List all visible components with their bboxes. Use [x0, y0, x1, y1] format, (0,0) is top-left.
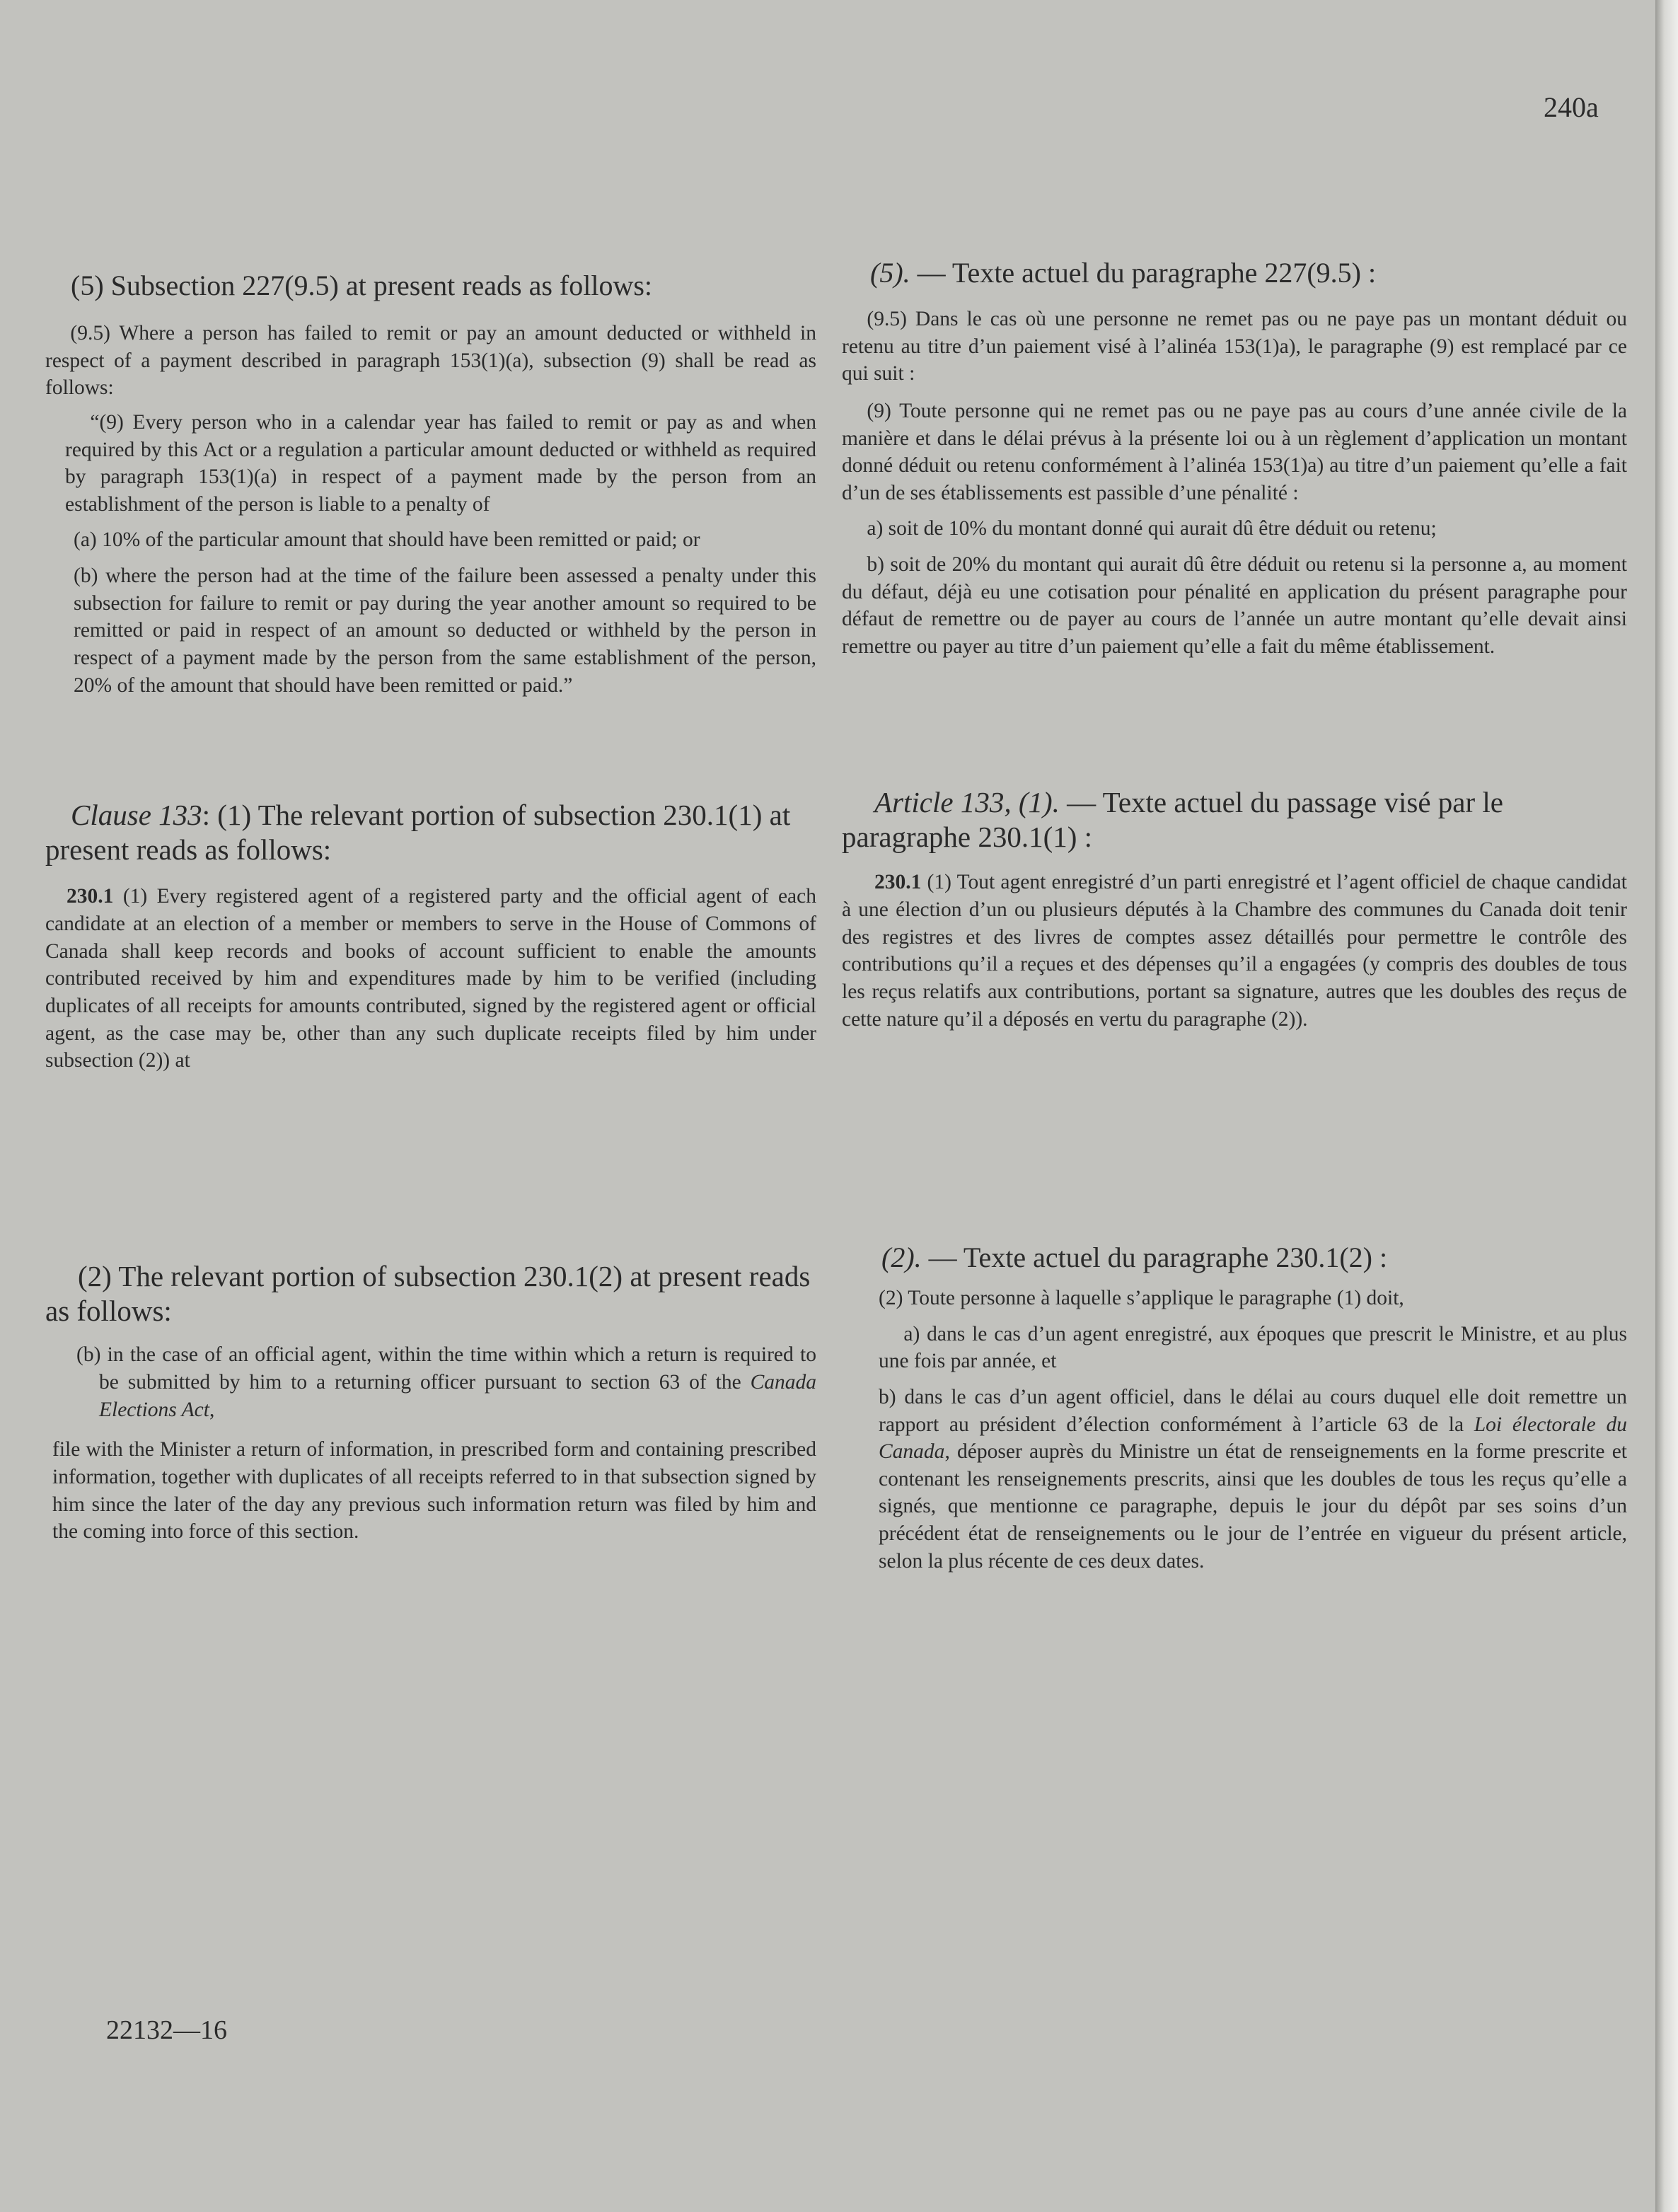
- right-s1-heading-italic: (5).: [870, 257, 910, 289]
- right-s1-a: a) soit de 10% du montant donné qui aurait dû être déduit ou retenu;: [867, 517, 1437, 540]
- left-s3-p2: file with the Minister a return of information, in prescribed form and containing prescribed information, together with duplicates of all receipts referred to in that subsection signed by him since the later of the day any previous such information return was filed by him and the coming into force of this section.: [52, 1438, 816, 1544]
- right-s2-p1-text: (1) Tout agent enregistré d’un parti enregistré et l’agent officiel de chaque candidat à une élection d’un ou plusieurs députés à la Chambre des communes du Canada doit tenir des registres et des livres de comptes assez détaillés pour permettre le contrôle des contributions qu’il a reçues et des dépenses qu’il a engagées (y compris des doubles de tous les reçus relatifs aux contributions, portant sa signature, autres que les doubles des reçus de cette nature qu’il a déposés en vertu du paragraphe (2)).: [842, 871, 1627, 1031]
- right-s3-heading-italic: (2).: [881, 1241, 922, 1273]
- page-edge: [1655, 0, 1678, 2212]
- left-s1-p2: “(9) Every person who in a calendar year has failed to remit or pay as and when required by this Act or a regulation a particular amount deducted or withheld as required by paragraph 153(1)(a) in respect of a payment made by the person from an establishment of the person is liable to a penalty of: [65, 410, 816, 516]
- left-s3-b-italic: Canada Elections Act: [99, 1371, 816, 1421]
- page-number: 240a: [1544, 91, 1599, 123]
- left-s3-b-pre: (b) in the case of an official agent, within the time within which a return is required to be submitted by him to a returning officer pursuant to section 63 of the: [76, 1343, 816, 1394]
- left-section-1: [45, 269, 816, 699]
- right-s2-heading-rest: — Texte actuel du passage visé par le paragraphe 230.1(1) :: [842, 786, 1503, 854]
- right-s3-b: [879, 1384, 1627, 1575]
- right-s3-p1: (2) Toute personne à laquelle s’applique le paragraphe (1) doit,: [879, 1287, 1404, 1309]
- left-s3-heading: (2) The relevant portion of subsection 230.1(2) at present reads as follows:: [45, 1260, 811, 1328]
- left-s2-section-number: 230.1: [66, 885, 114, 908]
- left-s1-a: (a) 10% of the particular amount that should have been remitted or paid; or: [74, 528, 700, 552]
- left-s3-b: [76, 1341, 816, 1423]
- footer-code: 22132—16: [106, 2015, 227, 2045]
- left-section-2: [45, 798, 816, 1075]
- left-s1-heading: (5) Subsection 227(9.5) at present reads as follows:: [71, 270, 653, 301]
- right-s3-heading: [881, 1241, 1627, 1275]
- right-s2-heading: [842, 785, 1627, 855]
- right-s3-heading-rest: — Texte actuel du paragraphe 230.1(2) :: [921, 1241, 1388, 1273]
- right-s1-p2: (9) Toute personne qui ne remet pas ou ne paye pas au cours d’une année civile de la manière et dans le délai prévus à la présente loi ou à un règlement d’application un montant donné déduit ou retenu conformément à l’alinéa 153(1)a) au titre d’un paiement qu’elle a fait d’un de ses établissements est passible d’une pénalité :: [842, 399, 1627, 504]
- right-s1-p1: (9.5) Dans le cas où une personne ne remet pas ou ne paye pas un montant déduit ou retenu au titre d’un paiement visé à l’alinéa 153(1)a), le paragraphe (9) est remplacé par ce qui suit :: [842, 308, 1627, 386]
- right-s2-section-number: 230.1: [874, 871, 922, 894]
- left-s2-p1: [45, 883, 816, 1074]
- right-s3-b-pre: b) dans le cas d’un agent officiel, dans le délai au cours duquel elle doit remettre un rapport au président d’élection conformément à l’article 63 de la: [879, 1385, 1627, 1436]
- left-s1-p1: (9.5) Where a person has failed to remit or pay an amount deducted or withheld in respect of a payment described in paragraph 153(1)(a), subsection (9) shall be read as follows:: [45, 322, 816, 400]
- left-s2-heading: [45, 798, 816, 867]
- left-s2-p1-text: (1) Every registered agent of a registered party and the official agent of each candidate at an election of a member or members to serve in the House of Commons of Canada shall keep records and books of account sufficient to enable the amounts contributed received by him and expenditures made by him to be verified (including duplicates of all receipts for amounts contributed, signed by the registered agent or official agent, as the case may be, other than any such duplicate receipts filed by him under subsection (2)) at: [45, 885, 816, 1072]
- left-s2-heading-clause: Clause 133: [71, 799, 202, 831]
- right-s3-b-italic: Loi électorale du Canada: [879, 1413, 1628, 1464]
- right-s1-heading: [870, 256, 1627, 290]
- right-s3-a: a) dans le cas d’un agent enregistré, aux époques que prescrit le Ministre, et au plus une fois par année, et: [879, 1322, 1627, 1373]
- right-s3-b-post: , déposer auprès du Ministre un état de renseignements en la forme prescrite et contenant les renseignements prescrits, ainsi que les doubles de tous les reçus qu’elle a signés, que mentionne ce paragraphe, depuis le jour du dépôt par ses soins d’un précédent état de renseignements ou le jour de l’entrée en vigueur du présent article, selon la plus récente de ces deux dates.: [879, 1440, 1627, 1573]
- left-s1-b: (b) where the person had at the time of the failure been assessed a penalty under this subsection for failure to remit or pay during the year another amount so required to be remitted or paid in respect of an amount so deducted or withheld by the person in respect of a payment made by the person from the same establishment of the person, 20% of the amount that should have been remitted or paid.”: [74, 564, 816, 697]
- right-s2-heading-italic: Article 133, (1).: [874, 786, 1060, 818]
- right-s1-heading-rest: — Texte actuel du paragraphe 227(9.5) :: [910, 257, 1377, 289]
- right-s1-b: b) soit de 20% du montant qui aurait dû être déduit ou retenu si la personne a, au moment du défaut, déjà eu une cotisation pour pénalité en application du présent paragraphe pour défaut de remettre ou de payer au cours de l’année un autre montant qu’elle devait ainsi remettre ou payer au titre d’un paiement qu’elle a fait du même établissement.: [842, 553, 1627, 659]
- right-section-3: [842, 1241, 1627, 1575]
- left-s3-b-post: ,: [209, 1398, 215, 1421]
- right-section-2: [842, 785, 1627, 1033]
- right-s2-p1: [842, 869, 1627, 1033]
- left-section-3: [45, 1259, 816, 1546]
- left-s2-heading-rest: : (1) The relevant portion of subsection 230.1(1) at present reads as follows:: [45, 799, 791, 867]
- right-section-1: [842, 256, 1627, 661]
